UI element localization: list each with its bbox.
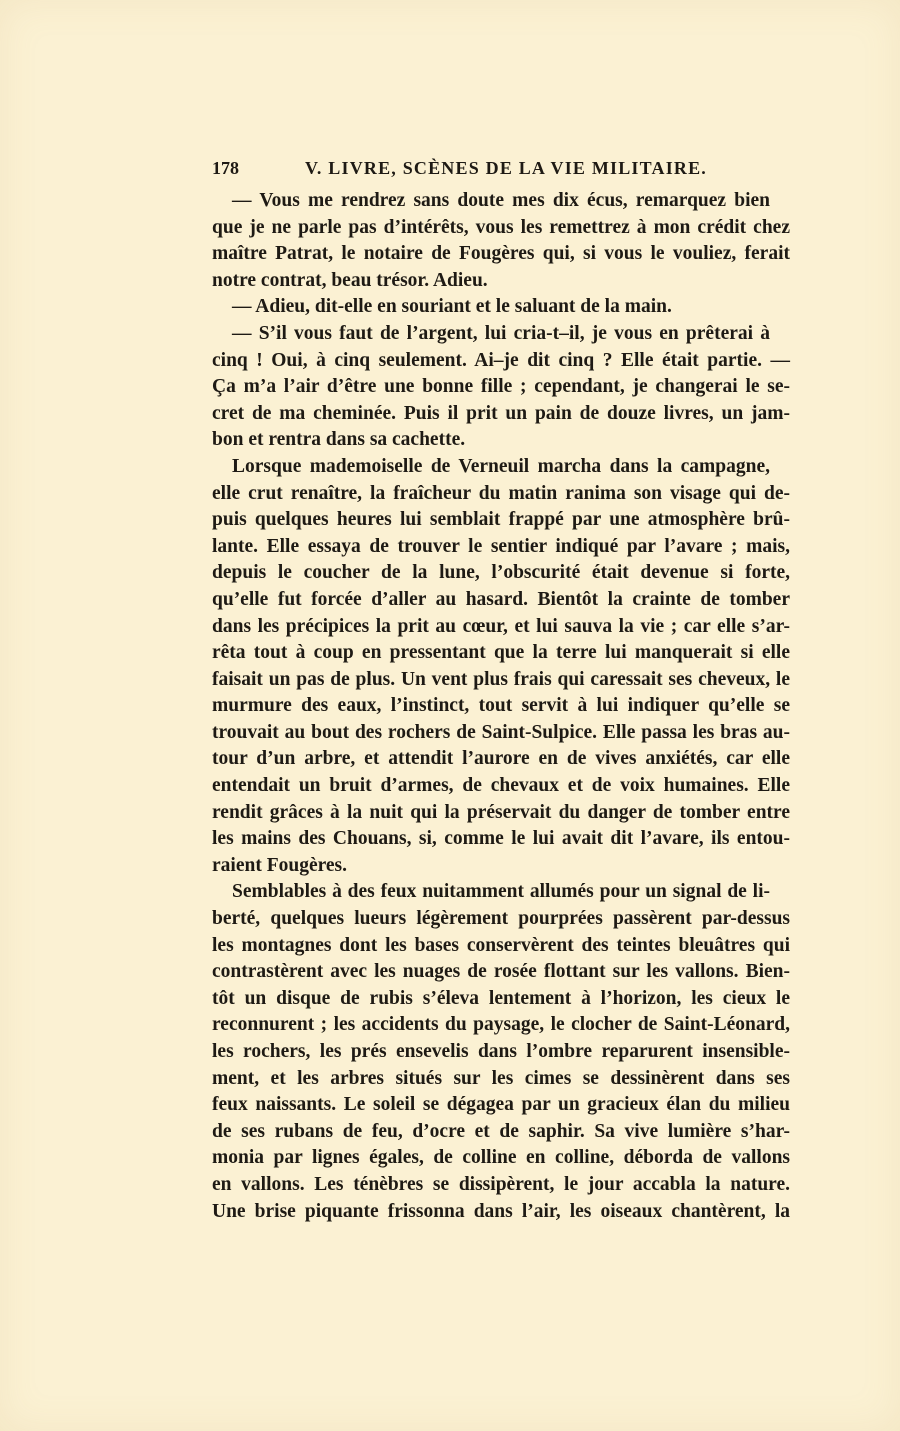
- text-line: [212, 294, 790, 321]
- text-line: [212, 746, 790, 773]
- text-line: [212, 1172, 790, 1199]
- text-line: [212, 773, 790, 800]
- text-line-content: berté, quelques lueurs légèrement pourprées passèrent par-dessus: [212, 908, 790, 930]
- text-line: [212, 560, 790, 587]
- text-line: [212, 268, 790, 295]
- text-line-content: feux naissants. Le soleil se dégagea par un gracieux élan du milieu: [212, 1094, 790, 1116]
- text-line: [212, 454, 790, 481]
- text-line-content: — Adieu, dit-elle en souriant et le saluant de la main.: [232, 296, 672, 318]
- text-line: [212, 507, 790, 534]
- text-line-content: bon et rentra dans sa cachette.: [212, 429, 466, 451]
- text-line-content: tour d’un arbre, et attendit l’aurore en de vives anxiétés, car elle: [212, 748, 790, 770]
- text-line-content: raient Fougères.: [212, 854, 348, 876]
- running-header: [212, 158, 790, 184]
- text-line: [212, 826, 790, 853]
- text-line: [212, 188, 790, 215]
- text-line-content: contrastèrent avec les nuages de rosée flottant sur les vallons. Bien-: [212, 961, 790, 983]
- text-line: [212, 1039, 790, 1066]
- running-title: V. LIVRE, SCÈNES DE LA VIE MILITAIRE.: [305, 158, 708, 178]
- text-line: [212, 427, 790, 454]
- text-line-content: de ses rubans de feu, d’ocre et de saphir. Sa vive lumière s’har-: [212, 1120, 790, 1142]
- text-line: [212, 879, 790, 906]
- text-line-content: en vallons. Les ténèbres se dissipèrent, le jour accabla la nature.: [212, 1173, 790, 1195]
- text-line-content: murmure des eaux, l’instinct, tout servit à lui indiquer qu’elle se: [212, 695, 790, 717]
- text-line: [212, 853, 790, 880]
- text-line: [212, 374, 790, 401]
- text-line: [212, 1012, 790, 1039]
- text-line: [212, 401, 790, 428]
- text-line-content: les mains des Chouans, si, comme le lui avait dit l’avare, ils entou-: [212, 828, 790, 850]
- page-body-text: [212, 188, 790, 1225]
- text-line: [212, 720, 790, 747]
- text-line-content: rendit grâces à la nuit qui la préservait du danger de tomber entre: [212, 801, 790, 823]
- text-line: [212, 587, 790, 614]
- text-line-content: ment, et les arbres situés sur les cimes se dessinèrent dans ses: [212, 1067, 790, 1089]
- text-line: [212, 1119, 790, 1146]
- text-line: [212, 640, 790, 667]
- text-line-content: cinq ! Oui, à cinq seulement. Ai–je dit cinq ? Elle était partie. —: [212, 349, 790, 371]
- text-line-content: Semblables à des feux nuitamment allumés pour un signal de li-: [232, 881, 770, 903]
- text-line: [212, 614, 790, 641]
- text-line: [212, 241, 790, 268]
- text-line-content: les rochers, les prés ensevelis dans l’ombre reparurent insensible-: [212, 1041, 790, 1062]
- text-line-content: tôt un disque de rubis s’éleva lentement à l’horizon, les cieux le: [212, 987, 790, 1009]
- text-line: [212, 481, 790, 508]
- text-line: [212, 534, 790, 561]
- text-line-content: notre contrat, beau trésor. Adieu.: [212, 269, 488, 291]
- text-line-content: lante. Elle essaya de trouver le sentier indiqué par l’avare ; mais,: [212, 535, 790, 557]
- text-line: [212, 1066, 790, 1093]
- text-line-content: Une brise piquante frissonna dans l’air, les oiseaux chantèrent, la: [212, 1200, 790, 1222]
- text-line-content: rêta tout à coup en pressentant que la terre lui manquerait si elle: [212, 642, 790, 664]
- text-line-content: monia par lignes égales, de colline en colline, déborda de vallons: [212, 1147, 790, 1169]
- text-line: [212, 321, 790, 348]
- text-line: [212, 1145, 790, 1172]
- text-line-content: puis quelques heures lui semblait frappé par une atmosphère brû-: [212, 509, 790, 531]
- text-line: [212, 986, 790, 1013]
- text-line-content: faisait un pas de plus. Un vent plus frais qui caressait ses cheveux, le: [212, 668, 790, 690]
- text-line-content: — S’il vous faut de l’argent, lui cria-t–il, je vous en prêterai à: [232, 322, 770, 344]
- text-line-content: qu’elle fut forcée d’aller au hasard. Bientôt la crainte de tomber: [212, 588, 790, 610]
- text-line: [212, 933, 790, 960]
- text-line: [212, 667, 790, 694]
- text-line: [212, 1092, 790, 1119]
- text-line: [212, 693, 790, 720]
- text-line: [212, 348, 790, 375]
- text-line-content: depuis le coucher de la lune, l’obscurité était devenue si forte,: [212, 562, 790, 584]
- text-line: [212, 800, 790, 827]
- text-line: [212, 1199, 790, 1226]
- text-line: [212, 215, 790, 242]
- text-line-content: Ça m’a l’air d’être une bonne fille ; cependant, je changerai le se-: [212, 376, 790, 398]
- text-line-content: entendait un bruit d’armes, de chevaux et de voix humaines. Elle: [212, 775, 790, 797]
- text-line: [212, 959, 790, 986]
- text-line-content: cret de ma cheminée. Puis il prit un pain de douze livres, un jam-: [212, 402, 790, 424]
- text-line-content: reconnurent ; les accidents du paysage, le clocher de Saint-Léonard,: [212, 1014, 790, 1036]
- text-line-content: — Vous me rendrez sans doute mes dix écus, remarquez bien: [232, 190, 770, 211]
- text-line-content: dans les précipices la prit au cœur, et lui sauva la vie ; car elle s’ar-: [212, 615, 790, 637]
- text-line-content: Lorsque mademoiselle de Verneuil marcha dans la campagne,: [232, 455, 770, 477]
- text-line: [212, 906, 790, 933]
- text-line-content: trouvait au bout des rochers de Saint-Sulpice. Elle passa les bras au-: [212, 721, 790, 743]
- text-line-content: les montagnes dont les bases conservèrent des teintes bleuâtres qui: [212, 934, 790, 956]
- page-number: 178: [212, 158, 239, 178]
- text-line-content: que je ne parle pas d’intérêts, vous les remettrez à mon crédit chez: [212, 216, 790, 238]
- text-line-content: elle crut renaître, la fraîcheur du matin ranima son visage qui de-: [212, 482, 790, 504]
- text-line-content: maître Patrat, le notaire de Fougères qui, si vous le vouliez, ferait: [212, 243, 790, 265]
